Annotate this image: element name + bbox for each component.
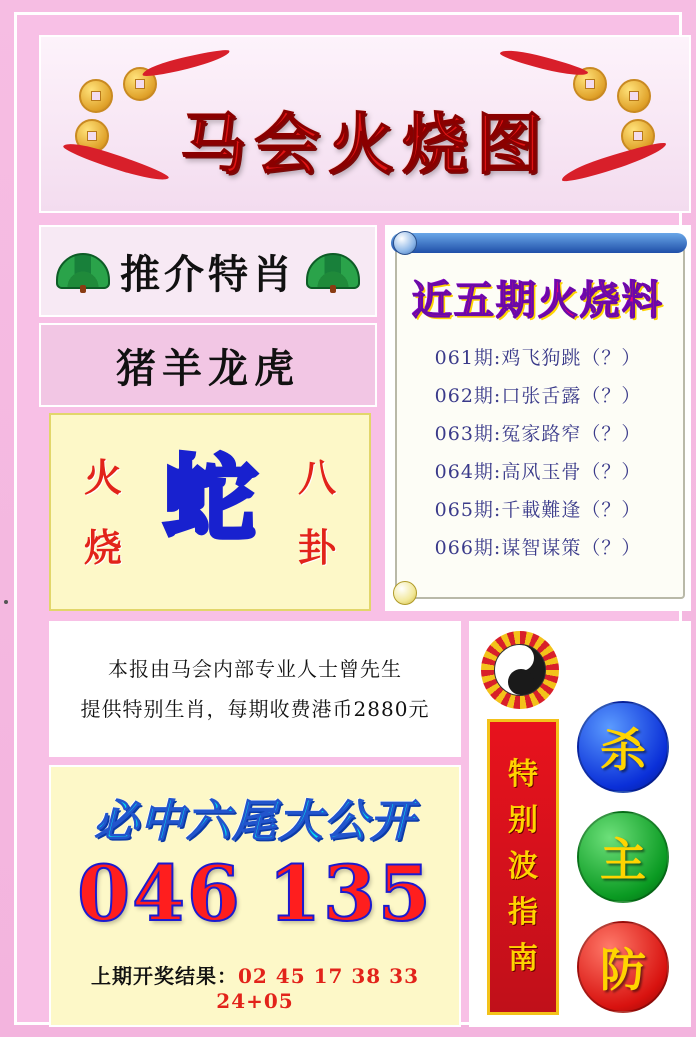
poster-frame (14, 12, 682, 1025)
taiji-dot-light (517, 665, 525, 673)
last-draw-label: 上期开奖结果： (90, 964, 238, 988)
last-draw-result (51, 960, 459, 1013)
vertical-banner (487, 719, 559, 1015)
circle-badges (571, 701, 675, 1013)
list-item: 065期:千載難逢（？） (434, 499, 642, 521)
notice-line-1: 本报由马会内部专业人士曾先生 (108, 657, 402, 681)
special-wave-panel (469, 621, 691, 1027)
bagua-panel (49, 413, 371, 611)
bagua-left-char-1: 火 (83, 455, 122, 500)
list-item: 063期:冤家路窄（？） (434, 423, 642, 445)
recommend-label: 推介特肖 (120, 250, 296, 298)
status-badge: 杀 (577, 701, 669, 793)
vertical-banner-char: 南 (508, 941, 538, 976)
reveal-number: 046 (77, 849, 242, 938)
vertical-banner-char: 别 (508, 803, 538, 838)
reveal-title: 必中六尾大公开 (94, 796, 416, 847)
reveal-panel (49, 765, 461, 1027)
scroll-knob-bottom-icon (393, 581, 417, 605)
list-item: 066期:谋智谋策（？） (434, 537, 642, 559)
zodiac-list-text: 猪羊龙虎 (116, 344, 300, 392)
scroll-knob-top-icon (393, 231, 417, 255)
fan-icon (56, 253, 110, 289)
bagua-center-zodiac: 蛇 (163, 445, 257, 553)
taiji-icon (481, 631, 559, 709)
scroll-rod (391, 233, 687, 253)
taiji-symbol-icon (494, 644, 546, 696)
history-title: 近五期火烧料 (412, 277, 664, 324)
recommend-header (39, 225, 377, 317)
notice-line-2: 提供特别生肖，每期收费港币2880元 (80, 697, 430, 721)
vertical-banner-char: 特 (508, 757, 538, 792)
bagua-left-char-2: 烧 (83, 525, 122, 570)
page-title: 马会火烧图 (180, 105, 550, 183)
last-draw-numbers: 02 45 17 38 33 24+05 (216, 964, 419, 1013)
fan-icon (306, 253, 360, 289)
history-scroll-panel (385, 225, 691, 611)
title-banner (39, 35, 691, 213)
bagua-left-text (73, 443, 133, 583)
reveal-numbers (51, 849, 459, 938)
list-item: 062期:口张舌露（？） (434, 385, 642, 407)
vertical-banner-char: 指 (508, 895, 538, 930)
notice-panel (49, 621, 461, 757)
bagua-right-char-1: 八 (297, 455, 336, 500)
status-badge: 防 (577, 921, 669, 1013)
stray-dot (4, 600, 8, 604)
zodiac-list (39, 323, 377, 407)
vertical-banner-char: 波 (508, 849, 538, 884)
list-item: 061期:鸡飞狗跳（？） (434, 347, 642, 369)
bagua-right-text (287, 443, 347, 583)
status-badge: 主 (577, 811, 669, 903)
history-list (407, 339, 669, 567)
bagua-right-char-2: 卦 (297, 525, 336, 570)
list-item: 064期:高风玉骨（？） (434, 461, 642, 483)
reveal-number: 135 (268, 849, 433, 938)
